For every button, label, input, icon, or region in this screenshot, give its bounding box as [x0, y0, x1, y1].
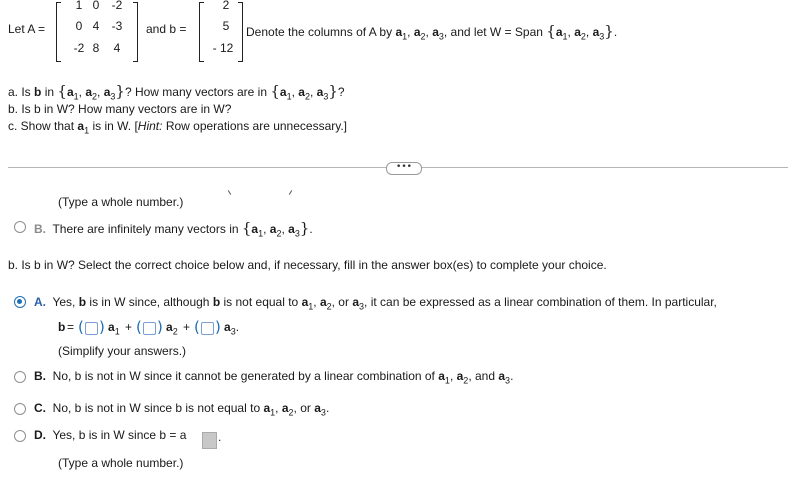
- matrix-a-cell: 8: [92, 41, 100, 55]
- matrix-a: [56, 0, 144, 64]
- vector-b: [199, 0, 243, 64]
- period: .: [218, 430, 222, 444]
- vector-b-cell: - 12: [212, 41, 234, 55]
- matrix-a-left-bracket: [56, 2, 61, 62]
- scroll-tick-left: [228, 190, 231, 195]
- type-whole-number-hint: (Type a whole number.): [58, 195, 184, 209]
- part-b-option-c[interactable]: C. No, b is not in W since b is not equal to $a_1$, $a_2$, or $a_3$.: [34, 401, 330, 418]
- simplify-hint: (Simplify your answers.): [58, 344, 187, 358]
- part-b-option-c-radio[interactable]: [14, 403, 26, 415]
- part-b-option-a[interactable]: A. Yes, b is in W since, although b is not equal to $a_1$, $a_2$, or $a_3$, it can be expressed as a linear combination of them. In particular,: [34, 295, 717, 312]
- part-b-option-d[interactable]: D. Yes, b is in W since b = a: [34, 428, 187, 442]
- vector-b-left-bracket: [199, 2, 204, 62]
- matrix-a-right-bracket: [133, 2, 138, 62]
- part-a-option-b[interactable]: B. There are infinitely many vectors in {$a_1$, $a_2$, $a_3$}.: [34, 219, 313, 239]
- matrix-a-cell: -2: [111, 0, 123, 12]
- part-c-question: c. Show that $a_1$ is in W. [Hint: Row operations are unnecessary.]: [8, 119, 348, 136]
- matrix-a-cell: 0: [92, 0, 100, 12]
- part-b-option-b[interactable]: B. No, b is not in W since it cannot be generated by a linear combination of $a_1$, $a_2$, and $a_3$.: [34, 369, 514, 386]
- vector-b-cell: 5: [222, 19, 230, 33]
- matrix-a-cell: -2: [73, 41, 85, 55]
- let-a-label: Let A =: [8, 22, 46, 36]
- part-b-option-d-radio[interactable]: [14, 430, 26, 442]
- coefficient-2-input[interactable]: [143, 322, 156, 335]
- subscript-answer-input[interactable]: [202, 432, 217, 449]
- part-b-option-a-radio[interactable]: [14, 296, 26, 308]
- matrix-a-cell: 4: [113, 41, 121, 55]
- matrix-a-cell: 0: [75, 19, 83, 33]
- matrix-a-cell: -3: [111, 19, 123, 33]
- matrix-a-cell: 1: [75, 0, 83, 12]
- matrix-a-cell: 4: [92, 19, 100, 33]
- part-a-option-b-radio[interactable]: [14, 221, 26, 233]
- denote-text: Denote the columns of A by $a_1$, $a_2$, $a_3$, and let W = Span {$a_1$, $a_2$, $a_3$}.: [246, 22, 618, 42]
- part-b-prompt: b. Is b in W? Select the correct choice below and, if necessary, fill in the answer box(es) to complete your choice.: [8, 258, 607, 272]
- vector-b-cell: 2: [222, 0, 230, 12]
- scroll-tick-right: [289, 190, 292, 195]
- and-b-label: and b =: [146, 22, 187, 36]
- coefficient-1-input[interactable]: [85, 322, 98, 335]
- expand-more-button[interactable]: •••: [386, 162, 422, 175]
- linear-combination-row: b = ( ) $a_1$ + ( ) $a_2$ + ( ) $a_3$.: [58, 318, 240, 337]
- type-whole-number-hint-2: (Type a whole number.): [58, 456, 184, 470]
- coefficient-3-input[interactable]: [201, 322, 214, 335]
- part-b-option-b-radio[interactable]: [14, 371, 26, 383]
- part-a-question: a. Is b in {$a_1$, $a_2$, $a_3$}? How many vectors are in {$a_1$, $a_2$, $a_3$}?: [8, 82, 345, 102]
- part-b-question: b. Is b in W? How many vectors are in W?: [8, 102, 232, 116]
